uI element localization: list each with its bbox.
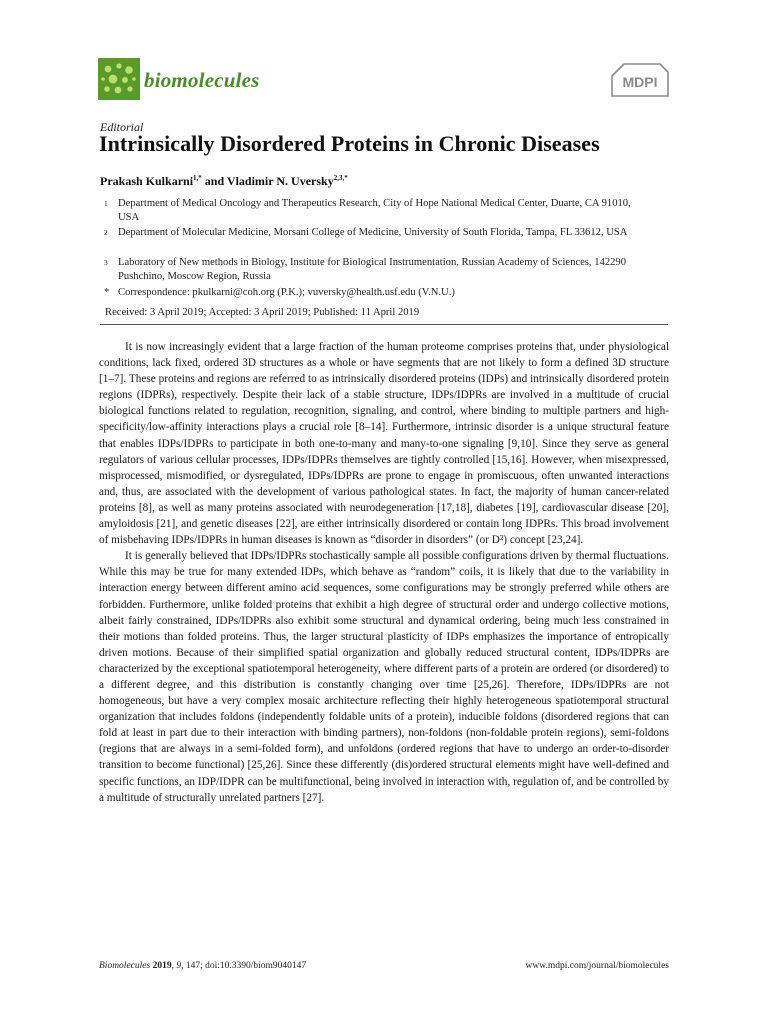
author-list — [100, 174, 348, 189]
affiliation-number: 1 — [104, 199, 108, 208]
footer-doi: , 147; doi:10.3390/biom9040147 — [181, 961, 307, 971]
publisher-logo-icon — [610, 62, 670, 98]
author-name: Vladimir N. Uversky — [226, 174, 334, 188]
correspondence — [104, 286, 644, 300]
article-type: Editorial — [100, 120, 144, 134]
journal-logo-icon — [98, 58, 140, 100]
journal-header — [98, 58, 670, 104]
correspondence-text: Correspondence: pkulkarni@coh.org (P.K.); vuversky@health.usf.edu (V.N.U.) — [118, 287, 455, 298]
footer-journal: Biomolecules — [99, 961, 151, 971]
affiliation-item — [104, 226, 644, 240]
journal-name: biomolecules — [144, 68, 260, 92]
correspondence-mark: * — [104, 287, 110, 298]
affiliation-item — [104, 197, 644, 226]
affiliation-number: 2 — [104, 228, 108, 237]
publisher-name: MDPI — [622, 74, 658, 90]
affiliation-number: 3 — [104, 258, 108, 267]
body-paragraph: It is now increasingly evident that a large fraction of the human proteome comprises proteins that, under physiological conditions, lack fixed, ordered 3D structures as a whole or have segments that are not likely to form a defined 3D structure [1–7]. These proteins and regions are referred to as intrinsically disordered proteins (IDPs) and intrinsically disordered protein regions (IDPRs), respectively. Despite their lack of a stable structure, IDPs/IDPRs are involved in a multitude of crucial biological functions related to regulation, recognition, signaling, and control, where binding to multiple partners and high-specificity/low-affinity interactions plays a crucial role [8–14]. Furthermore, intrinsic disorder is a unique structural feature that enables IDPs/IDPRs to participate in both one-to-many and many-to-one signaling [9,10]. Since they serve as general regulators of various cellular processes, IDPs/IDPRs themselves are tightly controlled [15,16]. However, when misexpressed, misprocessed, mismodified, or dysregulated, IDPs/IDPRs are prone to engage in promiscuous, often unwanted interactions and, thus, are associated with the development of various pathological states. In fact, the majority of human cancer-related proteins [8], as well as many proteins associated with neurodegeneration [17,18], diabetes [19], cardiovascular disease [20], amyloidosis [21], and genetic diseases [22], are either intrinsically disordered or contain long IDPRs. This broad involvement of misbehaving IDPs/IDPRs in human diseases is known as “disorder in disorders” (or D²) concept [23,24]. — [99, 341, 669, 547]
affiliation-text: Department of Medical Oncology and Therapeutics Research, City of Hope National Medical Center, Duarte, CA 91010, USA — [118, 198, 631, 224]
publication-dates: Received: 3 April 2019; Accepted: 3 April 2019; Published: 11 April 2019 — [105, 307, 420, 318]
author-affiliation-mark: 1,* — [193, 174, 202, 182]
affiliation-text: Laboratory of New methods in Biology, Institute for Biological Instrumentation, Russian Academy of Sciences, 142290 Pushchino, Moscow Region, Russia — [118, 257, 627, 283]
author-joiner: and — [201, 174, 227, 188]
affiliation-item — [104, 256, 644, 285]
author-name: Prakash Kulkarni — [100, 174, 194, 188]
footer-year: 2019 — [152, 961, 172, 971]
article-body — [99, 339, 669, 806]
journal-url[interactable]: www.mdpi.com/journal/biomolecules — [525, 961, 669, 971]
body-paragraph: It is generally believed that IDPs/IDPRs stochastically sample all possible configurations driven by thermal fluctuations. While this may be true for many extended IDPs, which behave as “random” coils, it is likely that due to the variability in interaction energy between different amino acid sequences, some configurations may be strongly preferred while others are forbidden. Furthermore, unlike folded proteins that exhibit a high degree of structural order and undergo collective motions, albeit fairly constrained, IDPs/IDPRs also exhibit some structural and dynamical ordering, being much less constrained in their motions than folded proteins. Thus, the larger structural plasticity of IDPs emphasizes the importance of entropically driven motions. Because of their simplified spatial organization and globally reduced structural content, IDPs/IDPRs are characterized by the exceptional spatiotemporal heterogeneity, where different parts of a protein are ordered (or disordered) to a different degree, and this distribution is constantly changing over time [25,26]. Therefore, IDPs/IDPRs are not homogeneous, but have a very complex mosaic architecture reflecting their highly heterogeneous spatiotemporal structural organization that includes foldons (independently foldable units of a protein), inducible foldons (disordered regions that can fold at least in part due to their interaction with binding partners), non-foldons (non-foldable protein regions), semi-foldons (regions that are always in a semi-folded form), and unfoldons (ordered regions that have to undergo an order-to-disorder transition to become functional) [25,26]. Since these differently (dis)ordered structural elements might have well-defined and specific functions, an IDP/IDPR can be multifunctional, being involved in interaction with, regulation of, and be controlled by a multitude of structurally unrelated partners [27]. — [99, 550, 669, 804]
author-affiliation-mark: 2,3,* — [333, 174, 348, 182]
publication-dates-box — [100, 305, 668, 325]
article-title: Intrinsically Disordered Proteins in Chronic Diseases — [99, 131, 600, 156]
affiliation-text: Department of Molecular Medicine, Morsani College of Medicine, University of South Florida, Tampa, FL 33612, USA — [118, 227, 628, 238]
footer-volume: 9 — [176, 961, 182, 971]
citation-footer: Biomolecules 2019, 9, 147; doi:10.3390/biom9040147 — [99, 961, 307, 971]
